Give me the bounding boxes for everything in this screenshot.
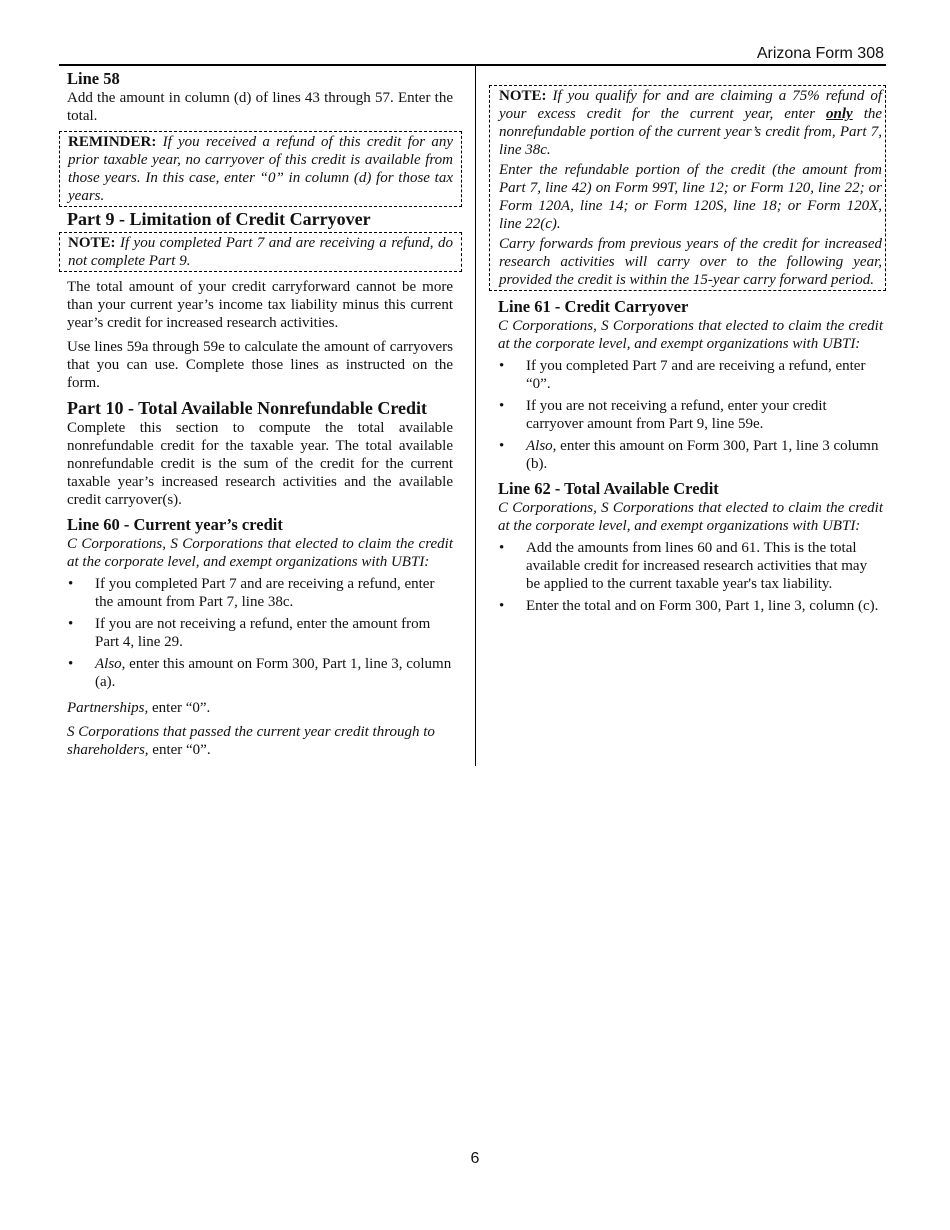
reminder-label: REMINDER: <box>68 134 157 150</box>
form-label: Arizona Form 308 <box>756 45 884 62</box>
scorp-text <box>67 723 453 759</box>
list-item <box>498 597 883 615</box>
bullet-emphasis: Also <box>95 656 122 672</box>
bullet-icon: • <box>68 656 74 672</box>
bullet-text: If you are not receiving a refund, enter the amount from Part 4, line 29. <box>95 616 431 650</box>
part9-note <box>68 234 453 270</box>
bullet-text: , enter this amount on Form 300, Part 1, line 3, column (a). <box>95 656 452 690</box>
partnerships-label: Partnerships, <box>67 700 149 716</box>
right-column <box>498 85 883 615</box>
bullet-icon: • <box>68 616 74 632</box>
part9-para1: The total amount of your credit carryforward cannot be more than your current year’s income tax liability minus this current year’s credit for increased research activities. <box>67 279 453 331</box>
right-note-para2-text: Enter the refundable portion of the credit (the amount from Part 7, line 42) on Form 99T, line 12; or Form 120, line 22; or Form 120A, line 14; or Form 120S, line 18; or Form 120X, line 22(c). <box>499 162 882 232</box>
bullet-text: If you completed Part 7 and are receiving a refund, enter the amount from Part 7, line 38c. <box>95 576 435 610</box>
reminder-body: If you received a refund of this credit for any prior taxable year, no carryover of this credit is available from those years. In this case, enter “0” in column (d) for those tax years. <box>68 134 453 204</box>
list-item <box>498 357 883 393</box>
list-item <box>67 655 453 691</box>
bullet-icon: • <box>499 358 505 374</box>
left-column <box>67 69 453 759</box>
bullet-text: Enter the total and on Form 300, Part 1, line 3, column (c). <box>526 598 879 614</box>
right-note-para2 <box>499 161 882 233</box>
list-item <box>498 397 883 433</box>
right-note-text-a: If you qualify for and are claiming a 75% refund of your excess credit for the current year, enter <box>499 88 883 122</box>
right-note-para1 <box>499 87 882 159</box>
list-item <box>67 575 453 611</box>
line58-heading: Line 58 <box>67 69 120 88</box>
scorp-label: S Corporations that passed the current year credit through to shareholders <box>67 724 435 758</box>
right-note-label: NOTE: <box>499 88 547 104</box>
line61-bullets <box>498 357 883 473</box>
bullet-icon: • <box>499 540 505 556</box>
line61-intro <box>498 317 883 353</box>
part9-heading: Part 9 - Limitation of Credit Carryover <box>67 209 371 229</box>
part9-note-box <box>59 232 462 272</box>
line62-intro <box>498 499 883 535</box>
line58-text: Add the amount in column (d) of lines 43 through 57. Enter the total. <box>67 90 453 124</box>
line62-intro-text: C Corporations, S Corporations that elected to claim the credit at the corporate level, and exempt organizations with UBTI: <box>498 500 883 534</box>
right-note-text-b: the nonrefundable portion of the current year’s credit from, Part 7, line 38c. <box>499 106 883 158</box>
part10-heading: Part 10 - Total Available Nonrefundable Credit <box>67 398 428 418</box>
right-note-only: only <box>826 106 853 122</box>
right-note-box <box>489 85 886 291</box>
line62-bullets <box>498 539 883 615</box>
bullet-text: , enter this amount on Form 300, Part 1, line 3 column (b). <box>526 438 879 472</box>
part9-note-body: If you completed Part 7 and are receiving a refund, do not complete Part 9. <box>68 235 453 269</box>
reminder-text <box>68 133 453 205</box>
list-item <box>498 539 883 593</box>
page-number: 6 <box>470 1150 480 1167</box>
part9-note-label: NOTE: <box>68 235 116 251</box>
reminder-box <box>59 131 462 207</box>
part10-para: Complete this section to compute the total available nonrefundable credit for the taxable year. The total available nonrefundable credit is the sum of the credit for the current taxable year’s increased research activities and the available credit carryover(s). <box>67 420 453 508</box>
bullet-icon: • <box>68 576 74 592</box>
bullet-icon: • <box>499 398 505 414</box>
line61-intro-text: C Corporations, S Corporations that elected to claim the credit at the corporate level, and exempt organizations with UBTI: <box>498 318 883 352</box>
list-item <box>498 437 883 473</box>
partnerships-rest: enter “0”. <box>148 700 211 716</box>
line60-bullets <box>67 575 453 691</box>
header-rule <box>59 64 886 66</box>
scorp-rest: , enter “0”. <box>144 742 211 758</box>
bullet-emphasis: Also <box>526 438 553 454</box>
bullet-icon: • <box>499 438 505 454</box>
right-note-para3 <box>499 235 882 289</box>
part9-para2: Use lines 59a through 59e to calculate the amount of carryovers that you can use. Complete those lines as instructed on the form. <box>67 339 453 391</box>
bullet-text: If you are not receiving a refund, enter your credit carryover amount from Part 9, line 59e. <box>526 398 827 432</box>
line60-heading: Line 60 - Current year’s credit <box>67 515 283 534</box>
line62-heading: Line 62 - Total Available Credit <box>498 479 719 498</box>
right-note-para3-text: Carry forwards from previous years of the credit for increased research activities will carry over to the following year, provided the credit is within the 15-year carry forward period. <box>499 236 882 288</box>
column-divider <box>475 66 476 766</box>
bullet-icon: • <box>499 598 505 614</box>
list-item <box>67 615 453 651</box>
line60-intro <box>67 535 453 571</box>
line60-intro-text: C Corporations, S Corporations that elected to claim the credit at the corporate level, and exempt organizations with UBTI: <box>67 536 453 570</box>
partnerships-text <box>67 699 453 717</box>
bullet-text: If you completed Part 7 and are receiving a refund, enter “0”. <box>526 358 866 392</box>
line61-heading: Line 61 - Credit Carryover <box>498 297 689 316</box>
bullet-text: Add the amounts from lines 60 and 61. This is the total available credit for increased research activities that may be applied to the current taxable year's tax liability. <box>526 540 868 592</box>
